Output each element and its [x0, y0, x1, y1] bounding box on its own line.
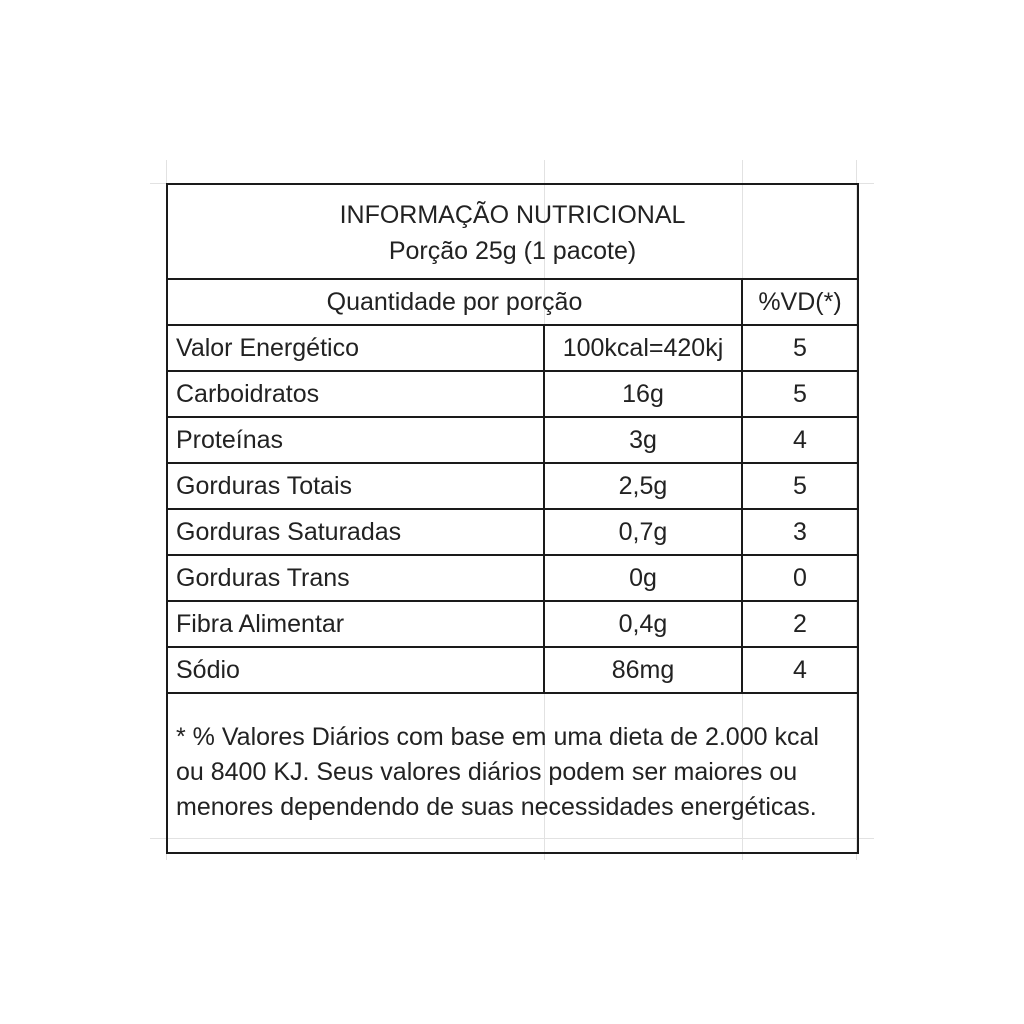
header-dv-cell[interactable]: %VD(*) — [742, 279, 858, 325]
title-row — [167, 184, 858, 279]
nutrient-row — [167, 647, 858, 693]
nutrient-amount[interactable]: 100kcal=420kj — [544, 325, 742, 371]
nutrient-dv[interactable]: 4 — [742, 647, 858, 693]
nutrient-name[interactable]: Fibra Alimentar — [167, 601, 544, 647]
nutrient-name[interactable]: Gorduras Saturadas — [167, 509, 544, 555]
nutrient-amount[interactable]: 0,7g — [544, 509, 742, 555]
nutrient-amount[interactable]: 3g — [544, 417, 742, 463]
nutrient-dv[interactable]: 4 — [742, 417, 858, 463]
title-cell[interactable] — [167, 184, 858, 279]
nutrient-dv[interactable]: 5 — [742, 325, 858, 371]
nutrient-row — [167, 463, 858, 509]
nutrient-name[interactable]: Gorduras Totais — [167, 463, 544, 509]
nutrient-dv[interactable]: 0 — [742, 555, 858, 601]
nutrient-dv[interactable]: 5 — [742, 371, 858, 417]
nutrient-row — [167, 417, 858, 463]
header-quantity-cell[interactable]: Quantidade por porção — [167, 279, 742, 325]
nutrient-dv[interactable]: 5 — [742, 463, 858, 509]
nutrient-name[interactable]: Proteínas — [167, 417, 544, 463]
nutrient-amount[interactable]: 0g — [544, 555, 742, 601]
nutrient-amount[interactable]: 86mg — [544, 647, 742, 693]
nutrient-name[interactable]: Sódio — [167, 647, 544, 693]
nutrient-row — [167, 509, 858, 555]
nutrient-dv[interactable]: 3 — [742, 509, 858, 555]
nutrient-row — [167, 325, 858, 371]
nutrient-name[interactable]: Gorduras Trans — [167, 555, 544, 601]
nutrient-dv[interactable]: 2 — [742, 601, 858, 647]
nutrient-row — [167, 601, 858, 647]
footnote-cell[interactable]: * % Valores Diários com base em uma dieta de 2.000 kcal ou 8400 KJ. Seus valores diários podem ser maiores ou menores dependendo de suas necessidades energéticas. — [167, 693, 858, 853]
nutrient-row — [167, 371, 858, 417]
nutrient-amount[interactable]: 0,4g — [544, 601, 742, 647]
nutrient-amount[interactable]: 2,5g — [544, 463, 742, 509]
label-title: INFORMAÇÃO NUTRICIONAL — [339, 200, 686, 229]
nutrient-name[interactable]: Carboidratos — [167, 371, 544, 417]
nutrient-row — [167, 555, 858, 601]
nutrient-name[interactable]: Valor Energético — [167, 325, 544, 371]
footnote-row — [167, 693, 858, 853]
header-row — [167, 279, 858, 325]
nutrient-amount[interactable]: 16g — [544, 371, 742, 417]
nutrition-facts-table — [166, 183, 859, 854]
portion-size: Porção 25g (1 pacote) — [388, 236, 637, 265]
